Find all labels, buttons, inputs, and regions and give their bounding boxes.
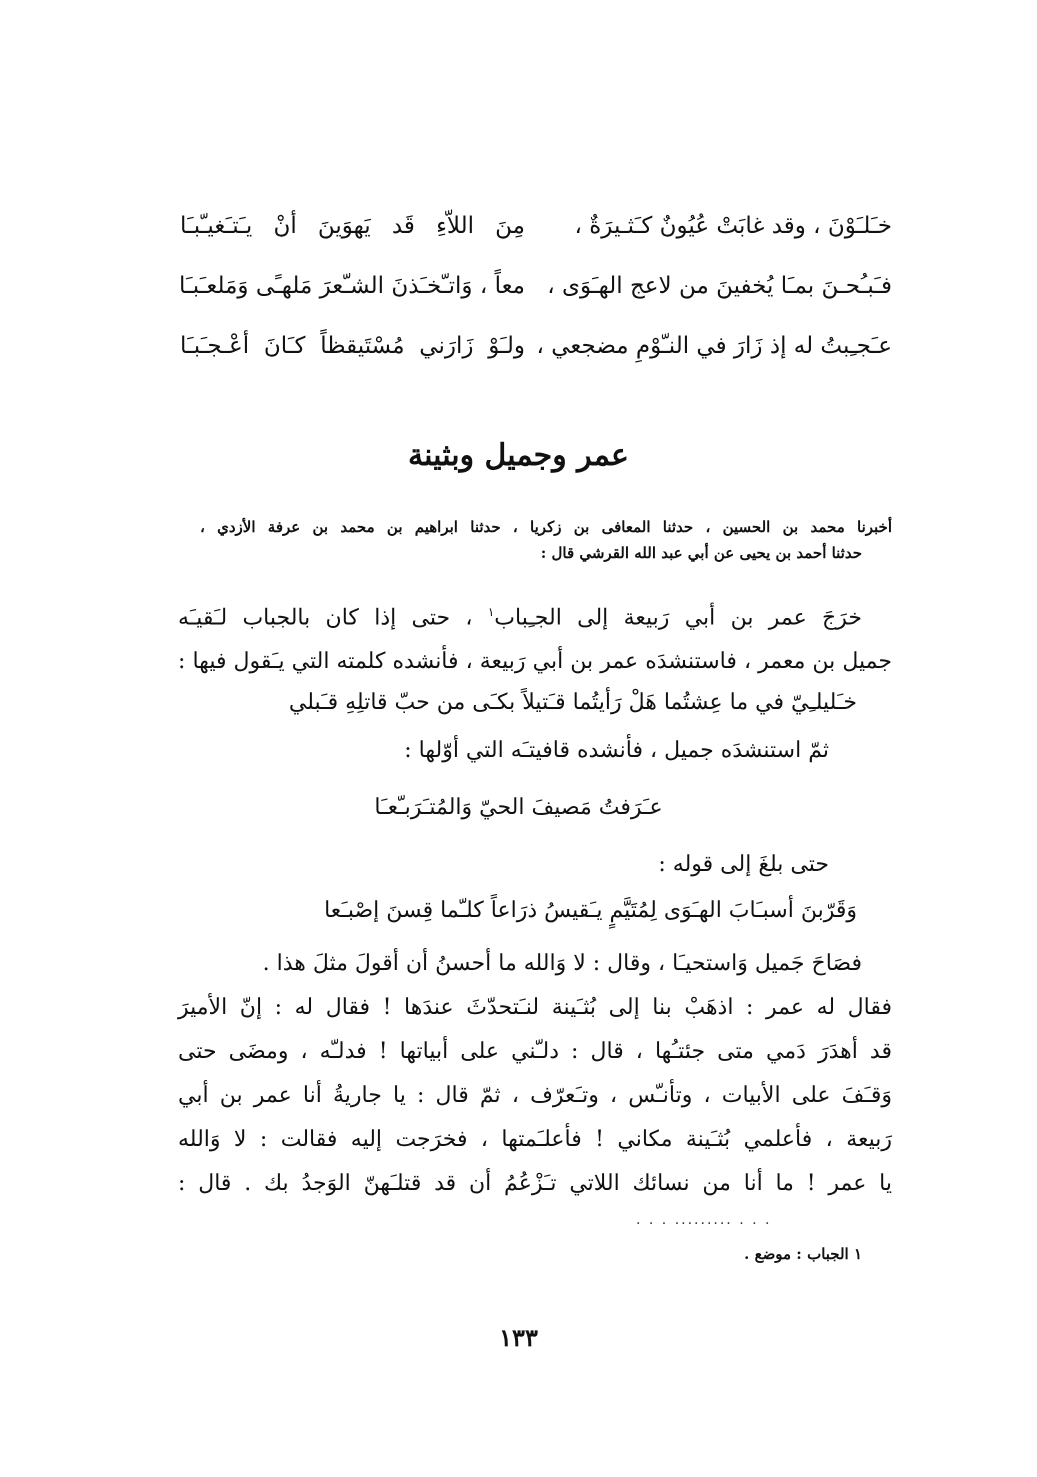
text-line: جميل بن معمر ، فاستنشدَه عمر بن أبي رَبيعة ، فأنشده كلمته التي يـَقول فيها : [178, 649, 892, 675]
verse-second-hemistich: ولـَوْ زَارَني مُسْتَيقظاً كـَانَ أعْـجـَبـَا [180, 333, 525, 359]
text-segment: ، حتى إذا كان بالجباب لـَقيـَه [178, 605, 488, 631]
isnad-line: أخبرنا محمد بن الحسين ، حدثنا المعافى بن زكريا ، حدثنا ابراهيم بن محمد بن عرفة الأزدي ، [200, 518, 892, 536]
text-line: قد أهدَرَ دَمي متى جئتـُها ، قال : دلـّني على أبياتها ! فدلـّه ، ومضَى حتى [178, 1039, 892, 1064]
text-line: حتى بلغَ إلى قوله : [658, 852, 829, 877]
text-line: فقال له عمر : اذهَبْ بنا إلى بُثـَينة لنـَتحدّثَ عندَها ! فقال له : إنّ الأميرَ [178, 995, 892, 1020]
quoted-verse: عـَرَفتُ مَصيفَ الحيّ وَالمُتـَرَبـّعـَا [374, 795, 663, 820]
quoted-verse: وَقَرّبنَ أسبـَابَ الهـَوَى لِمُتَيَّمٍ يـَقيسُ ذرَاعاً كلـّما قِسنَ إصْبـَعا [324, 898, 857, 923]
verse-line [180, 316, 892, 376]
verse-first-hemistich: خـَلـَوْنَ ، وقد غابَتْ عُيُونٌ كـَثـيرَةٌ ، [574, 213, 892, 239]
verse-second-hemistich: مِنَ اللاّءِ قَد يَهوَينَ أنْ يـَتـَغيـّبـَا [180, 213, 525, 239]
isnad-line: حدثنا أحمد بن يحيى عن أبي عبد الله القرشي قال : [540, 544, 862, 562]
text-line [178, 590, 892, 640]
quoted-verse: خـَليلـِيّ في ما عِشتُما هَلْ رَأيتُما قـَتيلاً بكـَى من حبّ قاتلِهِ قـَبلي [288, 690, 857, 715]
verse-line [180, 196, 892, 256]
page-number: ١٣٣ [499, 1323, 538, 1352]
text-line: وَقـَفَ على الأبيات ، وتأنـّس ، وتـَعرّف ، ثمّ قال : يا جاريةُ أنا عمر بن أبي [178, 1083, 892, 1108]
text-line: ثمّ استنشدَه جميل ، فأنشده قافيتـَه التي أوّلها : [404, 738, 829, 763]
section-title: عمر وجميل وبثينة [408, 438, 629, 473]
text-line: يا عمر ! ما أنا من نسائك اللاتي تـَزْعُمُ أن قد قتلـَهنّ الوَجدُ بك . قال : [178, 1171, 892, 1196]
ellipsis-marker: . . . ......... . . . [636, 1212, 772, 1228]
text-line: فصَاحَ جَميل وَاستحيـَا ، وقال : لا وَالله ما أحسنُ أن أقولَ مثلَ هذا . [262, 951, 862, 976]
footnote: ١ الجباب : موضع . [744, 1245, 862, 1263]
opening-verses [180, 196, 892, 376]
footnote-marker: ١ [487, 605, 495, 619]
verse-line [180, 256, 892, 316]
verse-second-hemistich: معاً ، وَاتـّخـَذنَ الشـّعرَ مَلهـًى وَمَلعـَبـَا [178, 273, 525, 299]
verse-first-hemistich: عـَجـِبتُ له إذ زَارَ في النـّوْمِ مضجعي ، [536, 333, 892, 359]
isnad-chain [200, 514, 892, 566]
verse-first-hemistich: فـَبـُحـنَ بمـَا يُخفينَ من لاعج الهـَوَى ، [547, 273, 892, 299]
narrative-paragraph [178, 590, 892, 684]
text-line: رَبيعة ، فأعلمي بُثـَينة مكاني ! فأعلـَمتها ، فخرَجت إليه فقالت : لا وَالله [178, 1127, 892, 1152]
narrative-paragraph [178, 942, 892, 1206]
text-segment: خرَجَ عمر بن أبي رَبيعة إلى الجـِباب [494, 605, 862, 631]
